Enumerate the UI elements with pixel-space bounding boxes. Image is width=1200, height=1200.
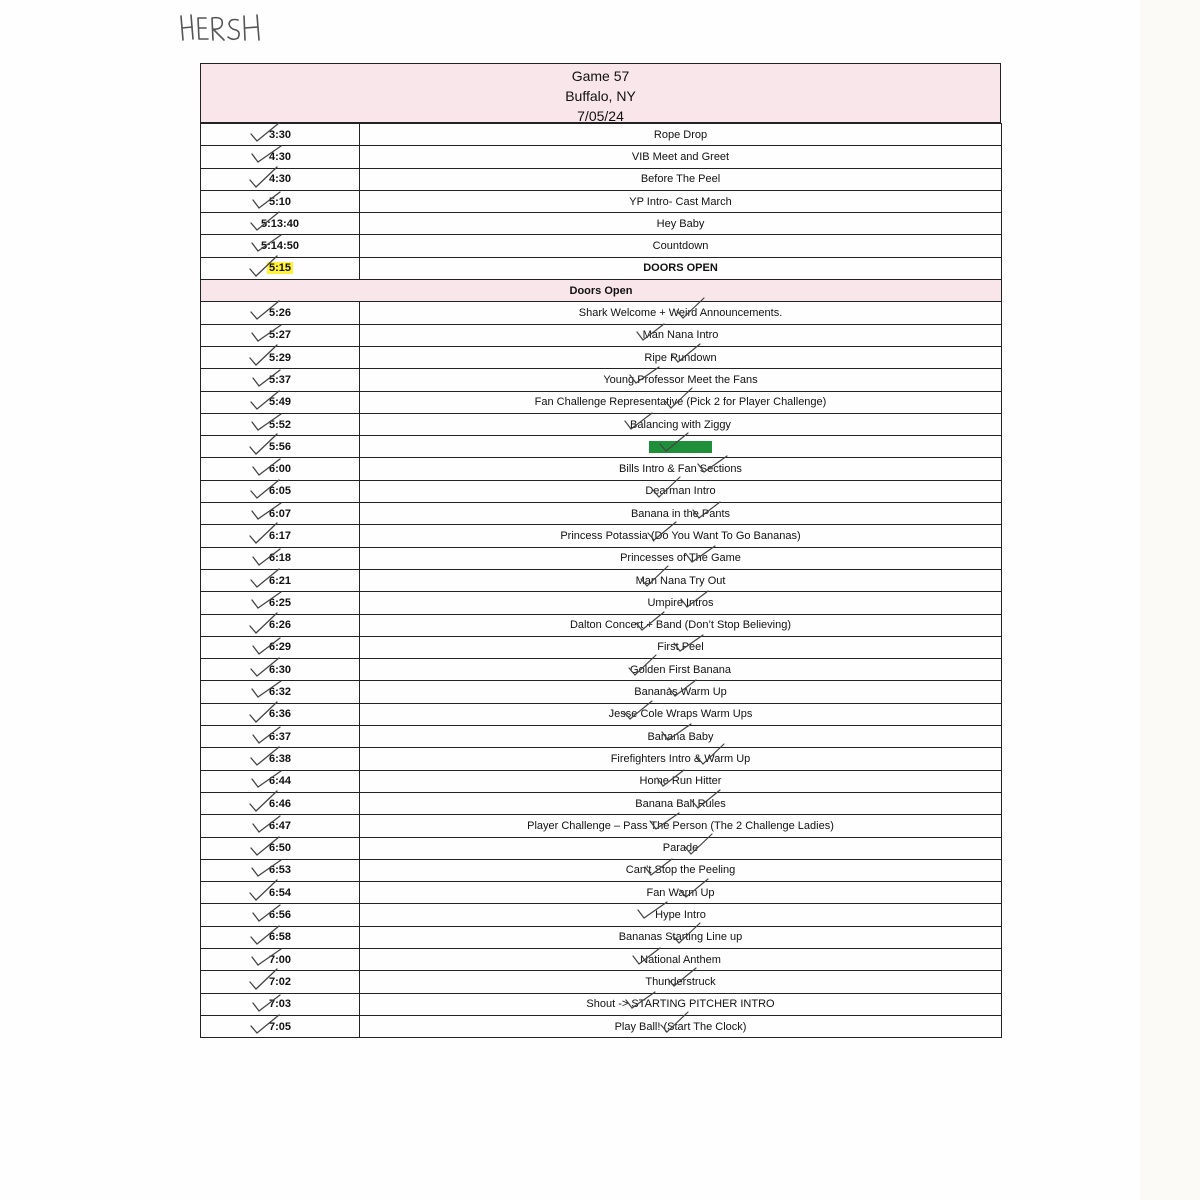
event-text: Shark Welcome + Weird Announcements. bbox=[578, 307, 783, 320]
event-cell bbox=[360, 1015, 1002, 1037]
time-text: 5:29 bbox=[268, 351, 292, 364]
event-cell bbox=[360, 859, 1002, 881]
schedule-row bbox=[201, 882, 1002, 904]
schedule-row bbox=[201, 726, 1002, 748]
section-label bbox=[201, 280, 1002, 302]
time-cell bbox=[201, 213, 360, 235]
event-cell bbox=[360, 257, 1002, 279]
time-cell bbox=[201, 257, 360, 279]
time-text: 7:02 bbox=[268, 975, 292, 988]
time-cell bbox=[201, 971, 360, 993]
event-cell bbox=[360, 971, 1002, 993]
schedule-row bbox=[201, 926, 1002, 948]
time-cell bbox=[201, 592, 360, 614]
time-text: 7:03 bbox=[268, 998, 292, 1011]
time-text: 6:53 bbox=[268, 864, 292, 877]
schedule-row bbox=[201, 391, 1002, 413]
schedule-row bbox=[201, 257, 1002, 279]
schedule-row bbox=[201, 503, 1002, 525]
handwritten-name-signature bbox=[178, 10, 268, 44]
event-cell bbox=[360, 592, 1002, 614]
schedule-row bbox=[201, 703, 1002, 725]
time-text: 4:30 bbox=[268, 173, 292, 186]
time-cell bbox=[201, 815, 360, 837]
schedule-row bbox=[201, 324, 1002, 346]
schedule-row bbox=[201, 770, 1002, 792]
time-cell bbox=[201, 748, 360, 770]
time-text: 7:00 bbox=[268, 953, 292, 966]
event-text: Banana Ball Rules bbox=[635, 797, 726, 810]
event-cell bbox=[360, 569, 1002, 591]
schedule-row bbox=[201, 413, 1002, 435]
schedule-row bbox=[201, 525, 1002, 547]
schedule-row bbox=[201, 168, 1002, 190]
event-cell bbox=[360, 703, 1002, 725]
time-cell bbox=[201, 882, 360, 904]
time-cell bbox=[201, 948, 360, 970]
event-cell bbox=[360, 391, 1002, 413]
time-text: 6:47 bbox=[268, 819, 292, 832]
section-label-text: Doors Open bbox=[569, 284, 633, 297]
time-text: 6:00 bbox=[268, 463, 292, 476]
time-cell bbox=[201, 792, 360, 814]
time-cell bbox=[201, 324, 360, 346]
event-cell bbox=[360, 926, 1002, 948]
event-cell bbox=[360, 726, 1002, 748]
schedule-row bbox=[201, 369, 1002, 391]
event-text: Hype Intro bbox=[655, 909, 706, 922]
time-text: 6:46 bbox=[268, 797, 292, 810]
time-text: 6:17 bbox=[268, 529, 292, 542]
event-text: Firefighters Intro & Warm Up bbox=[610, 752, 751, 765]
time-cell bbox=[201, 235, 360, 257]
event-cell bbox=[360, 346, 1002, 368]
time-text: 6:38 bbox=[268, 752, 292, 765]
time-cell bbox=[201, 614, 360, 636]
event-cell bbox=[360, 815, 1002, 837]
time-text: 6:25 bbox=[268, 596, 292, 609]
time-text: 5:56 bbox=[268, 440, 292, 453]
schedule-row bbox=[201, 659, 1002, 681]
time-text: 6:21 bbox=[268, 574, 292, 587]
event-cell bbox=[360, 659, 1002, 681]
event-cell bbox=[360, 882, 1002, 904]
time-cell bbox=[201, 436, 360, 458]
schedule-row bbox=[201, 547, 1002, 569]
schedule-row bbox=[201, 569, 1002, 591]
event-text: Golden First Banana bbox=[630, 663, 731, 676]
event-text: VIB Meet and Greet bbox=[631, 150, 730, 163]
event-text: Man Nana Try Out bbox=[635, 574, 726, 587]
event-text: Umpire Intros bbox=[647, 596, 714, 609]
schedule-row bbox=[201, 971, 1002, 993]
event-text: Home Run Hitter bbox=[639, 775, 722, 788]
schedule-row bbox=[201, 904, 1002, 926]
event-cell bbox=[360, 525, 1002, 547]
event-cell bbox=[360, 190, 1002, 212]
event-text: YP Intro- Cast March bbox=[629, 195, 732, 208]
event-text: Dearman Intro bbox=[645, 485, 716, 498]
time-text: 5:15 bbox=[268, 262, 292, 275]
time-cell bbox=[201, 458, 360, 480]
time-text: 5:52 bbox=[268, 418, 292, 431]
run-of-show-sheet bbox=[200, 63, 1001, 1038]
event-text: Banana in the Pants bbox=[630, 507, 731, 520]
event-text: Princess Potassia (Do You Want To Go Bananas) bbox=[560, 529, 801, 542]
event-cell bbox=[360, 770, 1002, 792]
time-cell bbox=[201, 636, 360, 658]
time-cell bbox=[201, 726, 360, 748]
schedule-row bbox=[201, 124, 1002, 146]
schedule-body bbox=[201, 124, 1002, 1038]
event-text: Man Nana Intro bbox=[642, 329, 719, 342]
time-text: 5:13:40 bbox=[261, 217, 299, 230]
event-text: Princesses of The Game bbox=[620, 552, 741, 565]
time-cell bbox=[201, 926, 360, 948]
schedule-row bbox=[201, 614, 1002, 636]
time-cell bbox=[201, 569, 360, 591]
event-text: Ripe Rundown bbox=[644, 351, 717, 364]
schedule-row bbox=[201, 1015, 1002, 1037]
event-text: Dalton Concert + Band (Don’t Stop Believing) bbox=[569, 619, 792, 632]
event-text: Countdown bbox=[652, 240, 709, 253]
schedule-row bbox=[201, 146, 1002, 168]
event-cell bbox=[360, 458, 1002, 480]
event-text: Shout -> STARTING PITCHER INTRO bbox=[586, 998, 775, 1011]
time-text: 5:26 bbox=[268, 307, 292, 320]
time-text: 6:26 bbox=[268, 619, 292, 632]
event-cell bbox=[360, 636, 1002, 658]
schedule-row bbox=[201, 636, 1002, 658]
event-text: DOORS OPEN bbox=[643, 262, 718, 275]
event-text: Spiced Solo bbox=[651, 440, 710, 453]
schedule-row bbox=[201, 213, 1002, 235]
time-text: 6:18 bbox=[268, 552, 292, 565]
event-text: Can’t Stop the Peeling bbox=[625, 864, 736, 877]
time-cell bbox=[201, 346, 360, 368]
event-text: Play Ball! (Start The Clock) bbox=[614, 1020, 747, 1033]
time-cell bbox=[201, 837, 360, 859]
time-cell bbox=[201, 124, 360, 146]
event-text: Thunderstruck bbox=[645, 975, 716, 988]
schedule-row bbox=[201, 859, 1002, 881]
time-cell bbox=[201, 190, 360, 212]
time-cell bbox=[201, 659, 360, 681]
schedule-row bbox=[201, 681, 1002, 703]
event-text: Bills Intro & Fan Sections bbox=[619, 463, 742, 476]
time-cell bbox=[201, 547, 360, 569]
game-date: 7/05/24 bbox=[577, 108, 624, 124]
schedule-row bbox=[201, 993, 1002, 1015]
game-title: Game 57 bbox=[571, 68, 630, 84]
time-text: 3:30 bbox=[268, 128, 292, 141]
time-cell bbox=[201, 168, 360, 190]
event-cell bbox=[360, 413, 1002, 435]
time-text: 6:36 bbox=[268, 708, 292, 721]
schedule-row bbox=[201, 837, 1002, 859]
event-cell bbox=[360, 904, 1002, 926]
event-cell bbox=[360, 681, 1002, 703]
event-cell bbox=[360, 748, 1002, 770]
event-cell bbox=[360, 235, 1002, 257]
time-cell bbox=[201, 369, 360, 391]
time-text: 6:58 bbox=[268, 931, 292, 944]
time-text: 4:30 bbox=[268, 150, 292, 163]
schedule-row bbox=[201, 748, 1002, 770]
schedule-row bbox=[201, 458, 1002, 480]
event-cell bbox=[360, 614, 1002, 636]
time-cell bbox=[201, 904, 360, 926]
schedule-header bbox=[200, 63, 1001, 123]
event-text: Bananas Warm Up bbox=[634, 686, 727, 699]
time-cell bbox=[201, 391, 360, 413]
event-text: Young Professor Meet the Fans bbox=[603, 373, 758, 386]
event-text: First Peel bbox=[657, 641, 704, 654]
event-cell bbox=[360, 837, 1002, 859]
time-text: 6:29 bbox=[268, 641, 292, 654]
event-text: Balancing with Ziggy bbox=[630, 418, 731, 431]
time-text: 5:27 bbox=[268, 329, 292, 342]
schedule-table bbox=[200, 123, 1002, 1038]
event-cell bbox=[360, 369, 1002, 391]
time-text: 5:10 bbox=[268, 195, 292, 208]
time-text: 6:44 bbox=[268, 775, 292, 788]
time-cell bbox=[201, 146, 360, 168]
schedule-row bbox=[201, 436, 1002, 458]
event-cell bbox=[360, 547, 1002, 569]
time-text: 5:49 bbox=[268, 396, 292, 409]
schedule-row bbox=[201, 235, 1002, 257]
event-cell bbox=[360, 948, 1002, 970]
event-text: Fan Challenge Representative (Pick 2 for Player Challenge) bbox=[534, 396, 827, 409]
schedule-row bbox=[201, 480, 1002, 502]
event-text: Jesse Cole Wraps Warm Ups bbox=[608, 708, 753, 721]
time-cell bbox=[201, 302, 360, 324]
section-row bbox=[201, 280, 1002, 302]
time-cell bbox=[201, 413, 360, 435]
event-text: Parade bbox=[662, 842, 699, 855]
event-text: Hey Baby bbox=[656, 217, 705, 230]
time-text: 6:56 bbox=[268, 909, 292, 922]
event-cell bbox=[360, 480, 1002, 502]
time-text: 6:05 bbox=[268, 485, 292, 498]
time-text: 5:37 bbox=[268, 373, 292, 386]
event-text: National Anthem bbox=[640, 953, 721, 966]
time-cell bbox=[201, 503, 360, 525]
time-cell bbox=[201, 770, 360, 792]
event-cell bbox=[360, 503, 1002, 525]
time-cell bbox=[201, 480, 360, 502]
time-text: 5:14:50 bbox=[261, 240, 299, 253]
event-text: Bananas Starting Line up bbox=[618, 931, 743, 944]
schedule-row bbox=[201, 592, 1002, 614]
time-cell bbox=[201, 703, 360, 725]
event-cell bbox=[360, 324, 1002, 346]
event-text: Banana Baby bbox=[647, 730, 714, 743]
time-cell bbox=[201, 993, 360, 1015]
schedule-row bbox=[201, 190, 1002, 212]
event-cell bbox=[360, 213, 1002, 235]
schedule-row bbox=[201, 948, 1002, 970]
time-cell bbox=[201, 681, 360, 703]
event-cell bbox=[360, 146, 1002, 168]
time-text: 7:05 bbox=[268, 1020, 292, 1033]
event-cell bbox=[360, 302, 1002, 324]
event-text: Before The Peel bbox=[640, 173, 721, 186]
event-cell bbox=[360, 124, 1002, 146]
schedule-row bbox=[201, 815, 1002, 837]
time-text: 6:54 bbox=[268, 886, 292, 899]
time-text: 6:32 bbox=[268, 686, 292, 699]
event-cell bbox=[360, 792, 1002, 814]
time-text: 6:30 bbox=[268, 663, 292, 676]
schedule-row bbox=[201, 346, 1002, 368]
event-text: Fan Warm Up bbox=[646, 886, 715, 899]
time-text: 6:07 bbox=[268, 507, 292, 520]
event-text: Rope Drop bbox=[653, 128, 708, 141]
event-cell bbox=[360, 168, 1002, 190]
time-text: 6:50 bbox=[268, 842, 292, 855]
time-text: 6:37 bbox=[268, 730, 292, 743]
game-location: Buffalo, NY bbox=[565, 88, 636, 104]
time-cell bbox=[201, 1015, 360, 1037]
page-edge bbox=[1140, 0, 1200, 1200]
schedule-row bbox=[201, 792, 1002, 814]
event-cell bbox=[360, 993, 1002, 1015]
time-cell bbox=[201, 525, 360, 547]
time-cell bbox=[201, 859, 360, 881]
schedule-row bbox=[201, 302, 1002, 324]
event-cell bbox=[360, 436, 1002, 458]
event-text: Player Challenge – Pass The Person (The 2 Challenge Ladies) bbox=[527, 819, 834, 832]
